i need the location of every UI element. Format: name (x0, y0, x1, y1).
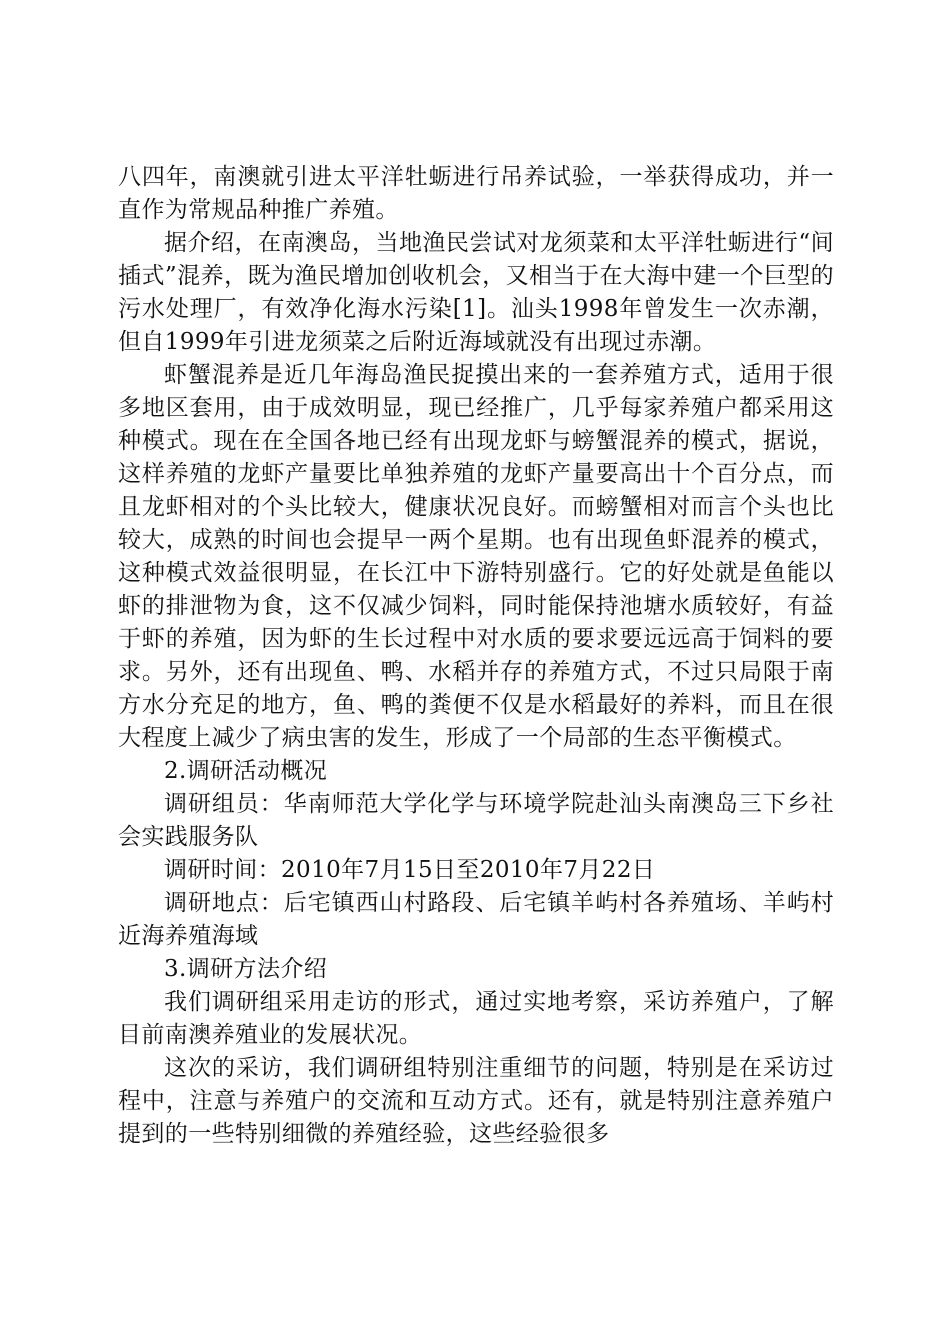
paragraph-team-members: 调研组员：华南师范大学化学与环境学院赴汕头南澳岛三下乡社会实践服务队 (118, 791, 834, 850)
paragraph-method-visit: 我们调研组采用走访的形式，通过实地考察，采访养殖户，了解目前南澳养殖业的发展状况。 (118, 989, 834, 1048)
paragraph-research-time: 调研时间：2010年7月15日至2010年7月22日 (164, 857, 656, 883)
paragraph-research-location: 调研地点：后宅镇西山村路段、后宅镇羊屿村各养殖场、羊屿村近海养殖海域 (118, 890, 834, 949)
paragraph-shrimp-crab: 虾蟹混养是近几年海岛渔民捉摸出来的一套养殖方式，适用于很多地区套用，由于成效明显，现已经推广，几乎每家养殖户都采用这种模式。现在在全国各地已经有出现龙虾与螃蟹混养的模式，据说，这样养殖的龙虾产量要比单独养殖的龙虾产量要高出十个百分点，而且龙虾相对的个头比较大，健康状况良好。而螃蟹相对而言个头也比较大，成熟的时间也会提早一两个星期。也有出现鱼虾混养的模式，这种模式效益很明显，在长江中下游特别盛行。它的好处就是鱼能以虾的排泄物为食，这不仅减少饲料，同时能保持池塘水质较好，有益于虾的养殖，因为虾的生长过程中对水质的要求要远远高于饲料的要求。另外，还有出现鱼、鸭、水稻并存的养殖方式，不过只局限于南方水分充足的地方，鱼、鸭的粪便不仅是水稻最好的养料，而且在很大程度上减少了病虫害的发生，形成了一个局部的生态平衡模式。 (118, 362, 834, 751)
paragraph-mixed-farming: 据介绍，在南澳岛，当地渔民尝试对龙须菜和太平洋牡蛎进行“间插式”混养，既为渔民增加创收机会，又相当于在大海中建一个巨型的污水处理厂，有效净化海水污染[1]。汕头1998年曾发生一次赤潮，但自1999年引进龙须菜之后附近海域就没有出现过赤潮。 (118, 230, 834, 355)
paragraph-method-details: 这次的采访，我们调研组特别注重细节的问题，特别是在采访过程中，注意与养殖户的交流和互动方式。还有，就是特别注意养殖户提到的一些特别细微的养殖经验，这些经验很多 (118, 1055, 834, 1147)
paragraph-oyster-intro: 八四年，南澳就引进太平洋牡蛎进行吊养试验，一举获得成功，并一直作为常规品种推广养殖。 (118, 164, 834, 223)
section-heading-overview: 2.调研活动概况 (164, 758, 328, 784)
section-heading-methods: 3.调研方法介绍 (164, 956, 328, 982)
document-body (118, 161, 834, 1151)
